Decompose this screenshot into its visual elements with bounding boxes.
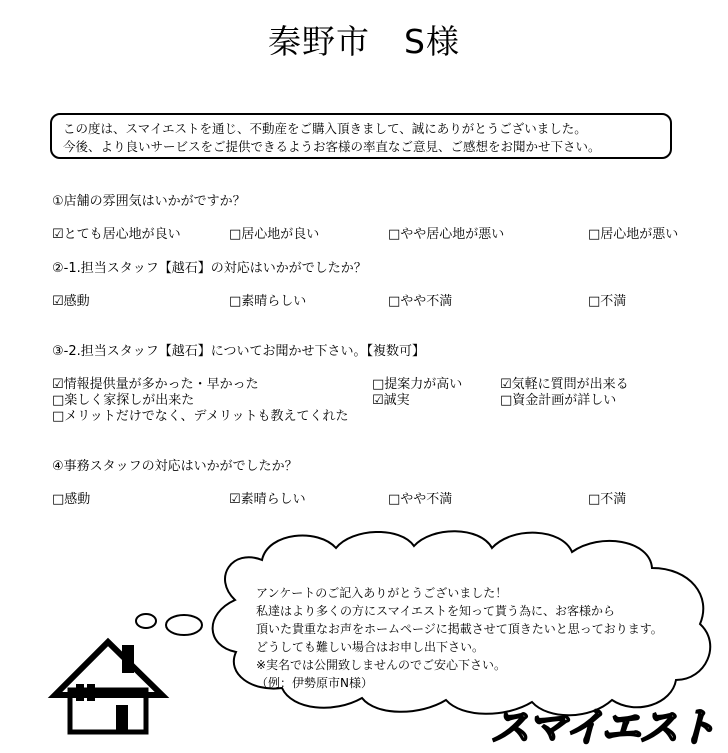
- q2-option-3[interactable]: □やや不満: [388, 294, 453, 309]
- house-icon: [55, 642, 162, 732]
- question-4: ④事務スタッフの対応はいかがでしたか？: [52, 459, 298, 474]
- checkbox-unchecked-icon[interactable]: □: [52, 492, 65, 507]
- thought-bubble-small: [136, 614, 156, 628]
- question-1: ①店舗の雰囲気はいかがですか？: [52, 194, 246, 209]
- checkbox-unchecked-icon[interactable]: □: [229, 227, 242, 242]
- logo: スマイエスト: [490, 706, 715, 750]
- checkbox-unchecked-icon[interactable]: □: [588, 492, 601, 507]
- checkbox-unchecked-icon[interactable]: □: [229, 294, 242, 309]
- page-title: 秦野市 S様: [268, 22, 460, 61]
- q2-option-4[interactable]: □不満: [588, 294, 627, 309]
- q3-option-1[interactable]: ☑情報提供量が多かった・早かった: [52, 377, 259, 392]
- checkbox-unchecked-icon[interactable]: □: [372, 377, 385, 392]
- checkbox-unchecked-icon[interactable]: □: [588, 294, 601, 309]
- checkbox-unchecked-icon[interactable]: □: [500, 393, 513, 408]
- checkbox-unchecked-icon[interactable]: □: [52, 393, 65, 408]
- checkbox-checked-icon[interactable]: ☑: [372, 393, 384, 408]
- q1-option-1[interactable]: ☑とても居心地が良い: [52, 227, 181, 242]
- checkbox-unchecked-icon[interactable]: □: [388, 294, 401, 309]
- checkbox-unchecked-icon[interactable]: □: [52, 409, 65, 424]
- q3-option-3[interactable]: ☑気軽に質問が出来る: [500, 377, 629, 392]
- q4-option-3[interactable]: □やや不満: [388, 492, 453, 507]
- q1-option-3[interactable]: □やや居心地が悪い: [388, 227, 505, 242]
- q4-option-4[interactable]: □不満: [588, 492, 627, 507]
- q1-option-2[interactable]: □居心地が良い: [229, 227, 320, 242]
- checkbox-unchecked-icon[interactable]: □: [388, 227, 401, 242]
- cloud-line-4: どうしても難しい場合はお申し出下さい。: [256, 640, 485, 654]
- checkbox-checked-icon[interactable]: ☑: [52, 294, 64, 309]
- checkbox-checked-icon[interactable]: ☑: [52, 377, 64, 392]
- q4-option-1[interactable]: □感動: [52, 492, 91, 507]
- cloud-line-1: アンケートのご記入ありがとうございました！: [256, 586, 508, 600]
- checkbox-checked-icon[interactable]: ☑: [500, 377, 512, 392]
- cloud-message: [256, 584, 663, 692]
- checkbox-unchecked-icon[interactable]: □: [588, 227, 601, 242]
- cloud-line-5: ※実名では公開致しませんのでご安心下さい。: [256, 658, 507, 672]
- cloud-line-2: 私達はより多くの方にスマイエストを知って貰う為に、お客様から: [256, 604, 616, 618]
- q2-option-1[interactable]: ☑感動: [52, 294, 90, 309]
- q4-option-2[interactable]: ☑素晴らしい: [229, 492, 306, 507]
- question-3: ③-2.担当スタッフ【越石】についてお聞かせ下さい。【複数可】: [52, 344, 425, 359]
- intro-line-1: この度は、スマイエストを通じ、不動産をご購入頂きまして、誠にありがとうございました。: [63, 121, 587, 136]
- intro-line-2: 今後、より良いサービスをご提供できるようお客様の率直なご意見、ご感想をお聞かせ下さい。: [63, 139, 601, 154]
- q3-option-6[interactable]: □資金計画が詳しい: [500, 393, 617, 408]
- q3-option-7[interactable]: □メリットだけでなく、デメリットも教えてくれた: [52, 409, 349, 424]
- q1-option-4[interactable]: □居心地が悪い: [588, 227, 679, 242]
- q2-option-2[interactable]: □素晴らしい: [229, 294, 307, 309]
- thought-bubble-large: [166, 615, 202, 635]
- cloud-line-3: 頂いた貴重なお声をホームページに掲載させて頂きたいと思っております。: [256, 622, 663, 636]
- cloud-line-6: （例：伊勢原市N様）: [256, 676, 373, 690]
- checkbox-checked-icon[interactable]: ☑: [52, 227, 64, 242]
- checkbox-unchecked-icon[interactable]: □: [388, 492, 401, 507]
- q3-option-2[interactable]: □提案力が高い: [372, 377, 463, 392]
- checkbox-checked-icon[interactable]: ☑: [229, 492, 241, 507]
- question-2: ②-1.担当スタッフ【越石】の対応はいかがでしたか？: [52, 261, 367, 276]
- q3-option-5[interactable]: ☑誠実: [372, 393, 410, 408]
- intro-box: [50, 113, 672, 159]
- q3-option-4[interactable]: □楽しく家探しが出来た: [52, 393, 195, 408]
